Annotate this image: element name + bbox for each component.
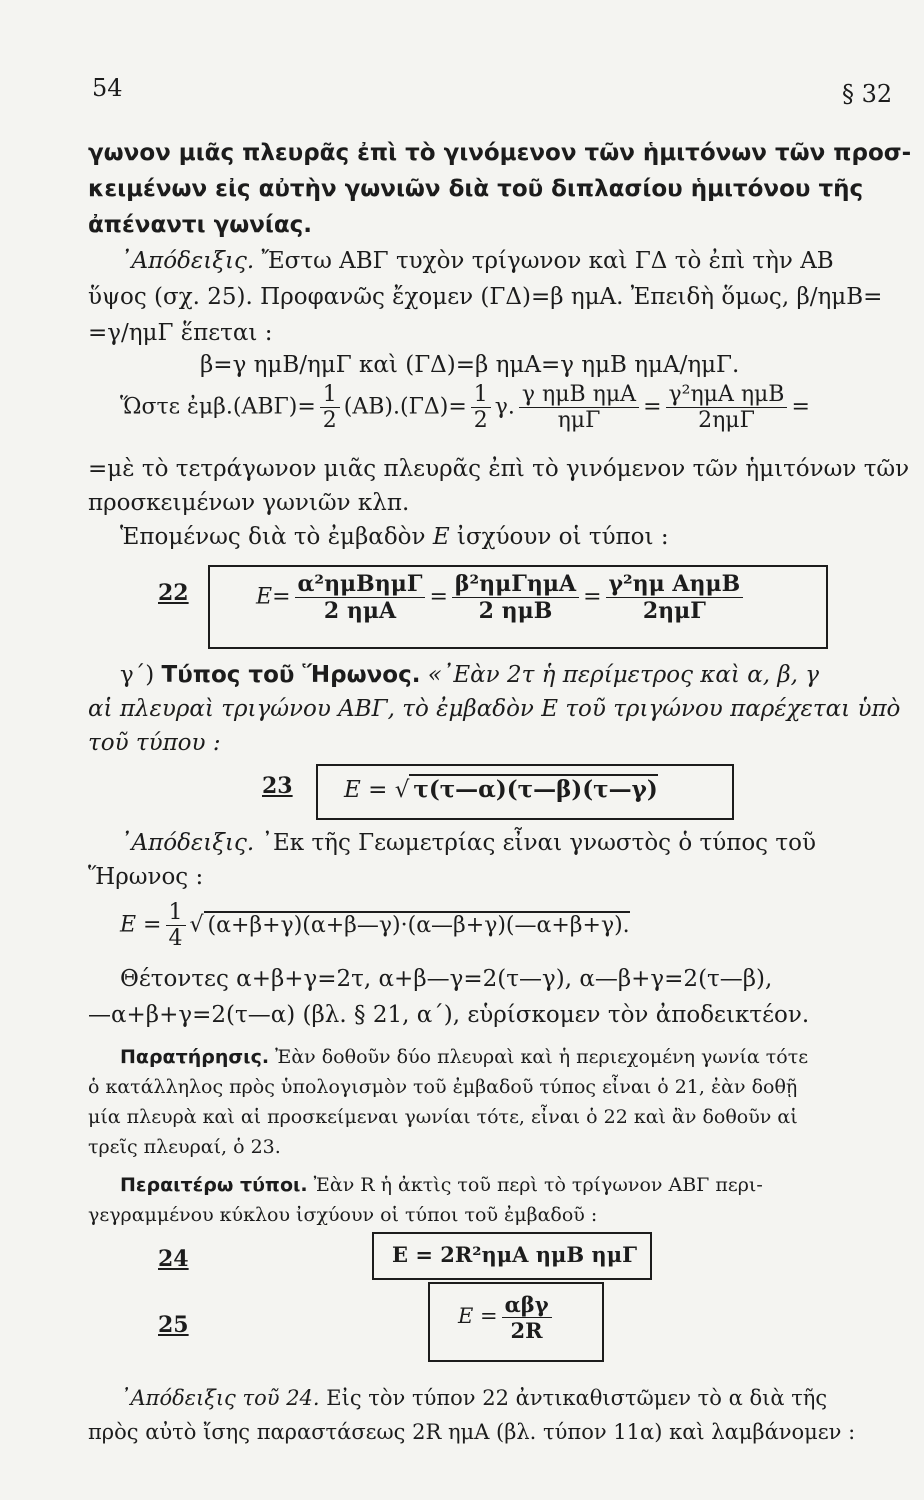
theorem-line-2: κειμένων εἰς αὐτὴν γωνιῶν διὰ τοῦ διπλασίου ἡμιτόνου τῆς bbox=[88, 176, 864, 202]
page-number: 54 bbox=[92, 74, 123, 102]
note-line-3: μία πλευρὰ καὶ αἱ προσκείμεναι γωνίαι τότε, εἶναι ὁ 22 καὶ ἂν δοθοῦν αἱ bbox=[88, 1106, 798, 1128]
paragraph-4-line-2: —α+β+γ=2(τ—α) (βλ. § 21, α΄), εὑρίσκομεν τὸν ἀποδεικτέον. bbox=[88, 1002, 810, 1028]
formula-22-term-1: $\frac{\text{α²ημΒημΓ}}{\text{2 ημΑ}}$ bbox=[295, 571, 426, 624]
further-line-1: Περαιτέρω τύποι. Ἐὰν R ἡ ἀκτὶς τοῦ περὶ τὸ τρίγωνον ΑΒΓ περι- bbox=[120, 1174, 763, 1196]
formula-25-fraction: $\frac{\text{αβγ}}{2R}$ bbox=[502, 1292, 552, 1343]
proof3-line-1: ᾿Απόδειξις τοῦ 24. Εἰς τὸν τύπον 22 ἀντικαθιστῶμεν τὸ α διὰ τῆς bbox=[120, 1386, 828, 1410]
theorem-line-3: ἀπέναντι γωνίας. bbox=[88, 212, 313, 238]
formula-number-24: 24 bbox=[158, 1246, 189, 1272]
further-line-2: γεγραμμένου κύκλου ἰσχύουν οἱ τύποι τοῦ ἐμβαδοῦ : bbox=[88, 1204, 598, 1226]
proof-label: ᾿Απόδειξις. bbox=[120, 248, 255, 274]
radical-sign: √ bbox=[394, 777, 410, 803]
theorem-line-1: γωνον μιᾶς πλευρᾶς ἐπὶ τὸ γινόμενον τῶν ἡμιτόνων τῶν προσ- bbox=[88, 140, 912, 166]
formula-number-23: 23 bbox=[262, 773, 293, 799]
fraction-result: $\frac{\text{γ²ημΑ ημΒ}}{\text{2ημΓ}}$ bbox=[666, 382, 788, 433]
proof1-line-1: ᾿Απόδειξις. Ἔστω ΑΒΓ τυχὸν τρίγωνον καὶ ΓΔ τὸ ἐπὶ τὴν ΑΒ bbox=[120, 248, 834, 274]
fraction-sines: $\frac{\text{γ ημΒ ημΑ}}{\text{ημΓ}}$ bbox=[519, 382, 639, 433]
proof1-line-2: ὕψος (σχ. 25). Προφανῶς ἔχομεν (ΓΔ)=β ημΑ. Ἐπειδὴ ὅμως, β/ημΒ= bbox=[88, 284, 883, 310]
fraction-quarter: $\frac{1}{4}$ bbox=[166, 900, 186, 951]
formula-number-25: 25 bbox=[158, 1312, 189, 1338]
note-line-1: Παρατήρησις. Ἐὰν δοθοῦν δύο πλευραὶ καὶ ἡ περιεχομένη γωνία τότε bbox=[120, 1046, 809, 1068]
formula-22: E= $\frac{\text{α²ημΒημΓ}}{\text{2 ημΑ}}$ = $\frac{\text{β²ημΓημΑ}}{\text{2 ημΒ}}$ = $\frac{\text{γ²ημ ΑημΒ}}{\text{2ημΓ}}$ bbox=[256, 571, 747, 624]
heron-expanded-equation: E = $\frac{1}{4}$ √ (α+β+γ)(α+β—γ)·(α—β+γ)(—α+β+γ). bbox=[120, 900, 630, 951]
note-line-4: τρεῖς πλευραί, ὁ 23. bbox=[88, 1136, 281, 1158]
formula-number-22: 22 bbox=[158, 580, 189, 606]
proof2-line-2: Ἥρωνος : bbox=[88, 864, 204, 890]
proof1-line-4: β=γ ημΒ/ημΓ καὶ (ΓΔ)=β ημΑ=γ ημΒ ημΑ/ημΓ. bbox=[200, 352, 740, 378]
area-equation: Ὥστε ἐμβ.(ΑΒΓ)= $\frac{1}{2}$ (ΑΒ).(ΓΔ)= $\frac{1}{2}$ γ. $\frac{\text{γ ημΒ ημΑ}}{\text{ημΓ}}$ = $\frac{\text{γ²ημΑ ημΒ}}{\text{2ημΓ}}$ = bbox=[120, 382, 810, 433]
formula-23: E = √ τ(τ—α)(τ—β)(τ—γ) bbox=[344, 776, 658, 803]
formula-25: E = $\frac{\text{αβγ}}{2R}$ bbox=[458, 1292, 556, 1343]
fraction-half-2: $\frac{1}{2}$ bbox=[471, 382, 491, 433]
note-line-2: ὁ κατάλληλος πρὸς ὑπολογισμὸν τοῦ ἐμβαδοῦ τύπος εἶναι ὁ 21, ἐὰν δοθῇ bbox=[88, 1076, 798, 1098]
heron-title: Τύπος τοῦ Ἥρωνος. bbox=[161, 662, 421, 688]
heron-line-2: αἱ πλευραὶ τριγώνου ΑΒΓ, τὸ ἐμβαδὸν Ε τοῦ τριγώνου παρέχεται ὑπὸ bbox=[88, 696, 901, 722]
paragraph-2-line-1: =μὲ τὸ τετράγωνον μιᾶς πλευρᾶς ἐπὶ τὸ γινόμενον τῶν ἡμιτόνων τῶν bbox=[88, 456, 910, 482]
heron-line-1: γ΄) Τύπος τοῦ Ἥρωνος. «᾿Εὰν 2τ ἡ περίμετρος καὶ α, β, γ bbox=[120, 662, 820, 688]
proof1-line-3: =γ/ημΓ ἕπεται : bbox=[88, 320, 273, 346]
heron-line-3: τοῦ τύπου : bbox=[88, 730, 221, 756]
formula-24: E = 2R²ημΑ ημΒ ημΓ bbox=[392, 1242, 637, 1267]
formula-22-term-3: $\frac{\text{γ²ημ ΑημΒ}}{\text{2ημΓ}}$ bbox=[606, 571, 744, 624]
section-number: § 32 bbox=[842, 80, 893, 108]
paragraph-3: Ἑπομένως διὰ τὸ ἐμβαδὸν E ἰσχύουν οἱ τύποι : bbox=[120, 524, 669, 550]
paragraph-2-line-2: προσκειμένων γωνιῶν κλπ. bbox=[88, 490, 410, 516]
fraction-half-1: $\frac{1}{2}$ bbox=[320, 382, 340, 433]
paragraph-4-line-1: Θέτοντες α+β+γ=2τ, α+β—γ=2(τ—γ), α—β+γ=2(τ—β), bbox=[120, 966, 773, 992]
proof3-line-2: πρὸς αὐτὸ ἴσης παραστάσεως 2R ημΑ (βλ. τύπον 11α) καὶ λαμβάνομεν : bbox=[88, 1420, 856, 1444]
formula-22-term-2: $\frac{\text{β²ημΓημΑ}}{\text{2 ημΒ}}$ bbox=[452, 571, 579, 624]
proof2-line-1: ᾿Απόδειξις. ᾿Εκ τῆς Γεωμετρίας εἶναι γνωστὸς ὁ τύπος τοῦ bbox=[120, 830, 816, 856]
